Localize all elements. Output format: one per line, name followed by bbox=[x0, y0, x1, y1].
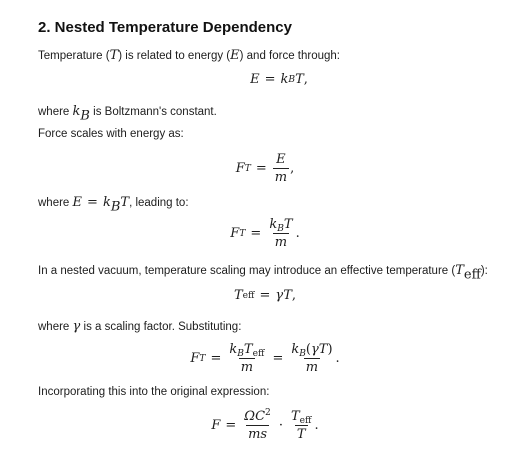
section-heading: 2. Nested Temperature Dependency bbox=[38, 19, 292, 36]
paragraph-incorporating: Incorporating this into the original expression: bbox=[38, 386, 270, 398]
paragraph-force-scaling: Force scales with energy as: bbox=[38, 128, 184, 140]
paragraph-boltzmann: where $k_B$ is Boltzmann's constant. bbox=[38, 104, 217, 124]
equation-force-temperature: F T = $\frac{k_BT}{m}$ . bbox=[230, 217, 300, 250]
paragraph-nested-vacuum: In a nested vacuum, temperature scaling may introduce an effective temperature $(T_{eff})$: bbox=[38, 263, 488, 283]
equation-final-force: F = $\frac{\Omega C^2}{ms}$ · $\frac{T_{eff}}{T}$ . bbox=[211, 408, 319, 442]
paragraph-temperature-intro: Temperature (T) is related to energy (E) and force through: bbox=[38, 48, 340, 63]
equation-energy: E = k B T , bbox=[250, 72, 308, 87]
equation-force-effective: F T = $\frac{k_BT_{eff}}{m}$ = $\frac{k_B(\gamma T)}{m}$ . bbox=[190, 342, 340, 375]
paragraph-scaling-factor: where γ is a scaling factor. Substituting: bbox=[38, 319, 242, 334]
equation-force-energy: F T = $\frac{E}{m}$ , bbox=[235, 152, 295, 185]
equation-effective-temperature: T eff = γ T , bbox=[233, 288, 296, 303]
paragraph-leading-to: where $E = k_BT$, leading to: bbox=[38, 195, 189, 215]
